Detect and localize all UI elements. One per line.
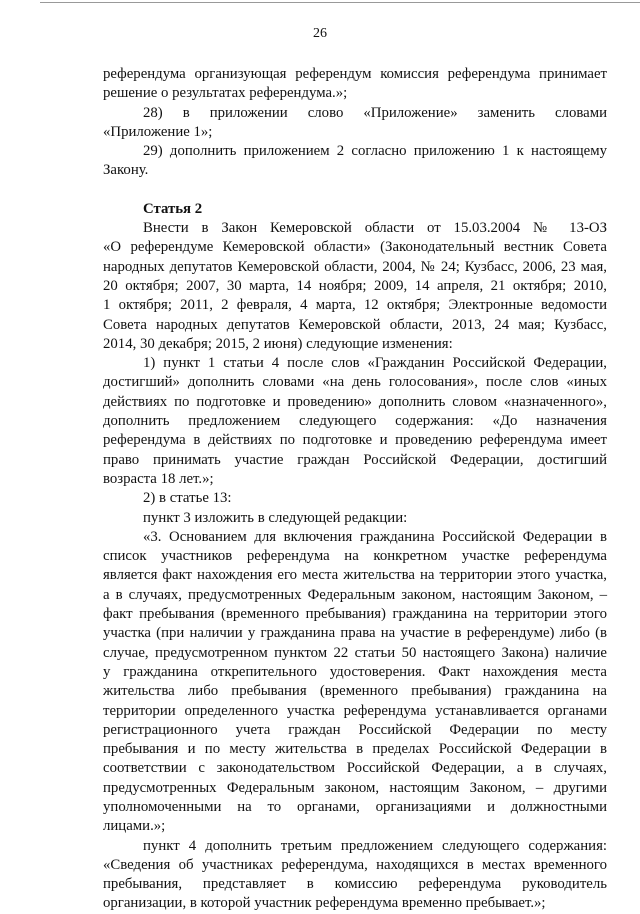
text-line: Внести в Закон Кемеровской области от 15.03.2004 № 13-ОЗ — [143, 220, 607, 237]
paragraph-item-29 — [103, 142, 607, 181]
paragraph-gap — [103, 181, 607, 200]
text-line: пункт 4 дополнить третьим предложением следующего содержания: — [143, 837, 607, 854]
text-line: список участников референдума на конкретном участке референдума — [103, 548, 607, 565]
text-line: Совета народных депутатов Кемеровской области, 2013, 24 мая; Кузбасс, — [103, 316, 607, 333]
paragraph-quote-3 — [103, 528, 607, 837]
text-line: 28) в приложении слово «Приложение» заменить словами — [143, 104, 607, 121]
text-line: территории определенного участка референдума устанавливается органами — [103, 702, 607, 719]
text-line: решение о результатах референдума.»; — [103, 85, 348, 102]
text-line: возраста 18 лет.»; — [103, 470, 214, 487]
text-line: жительства либо пребывания (временного пребывания) гражданина на — [103, 683, 607, 700]
text-line: 29) дополнить приложением 2 согласно приложению 1 к настоящему — [143, 143, 607, 160]
text-line: пункт 3 изложить в следующей редакции: — [143, 509, 408, 526]
page-number: 26 — [313, 26, 327, 41]
text-line: референдума организующая референдум комиссия референдума принимает — [103, 66, 607, 82]
text-line: у гражданина открепительного удостоверения. Факт нахождения места — [103, 663, 607, 680]
text-line: соответствии с законодательством Российской Федерации, а в случаях, — [103, 760, 607, 777]
text-line: действиях по подготовке и проведению» дополнить словом «назначенного», — [103, 393, 607, 410]
text-line: 2014, 30 декабря; 2015, 2 июня) следующие изменения: — [103, 335, 453, 352]
text-line: организации, в которой участник референдума временно пребывает.»; — [103, 895, 546, 912]
text-line: 1) пункт 1 статьи 4 после слов «Гражданин Российской Федерации, — [143, 355, 607, 372]
text-line: 2) в статье 13: — [143, 490, 232, 507]
paragraph-item-28 — [103, 104, 607, 143]
text-line: народных депутатов Кемеровской области, 2004, № 24; Кузбасс, 2006, 23 мая, — [103, 258, 607, 275]
text-line: факт пребывания (временного пребывания) гражданина на территории этого — [103, 606, 607, 623]
text-line: 1 октября; 2011, 2 февраля, 4 марта, 12 октября; Электронные ведомости — [103, 297, 607, 314]
text-line: лицами.»; — [103, 818, 166, 835]
article-heading: Статья 2 — [143, 200, 203, 217]
text-line: достигший» дополнить словами «на день голосования», после слов «иных — [103, 374, 607, 391]
paragraph-continuation — [103, 65, 607, 104]
text-line: Закону. — [103, 162, 149, 179]
text-line: «Приложение 1»; — [103, 123, 213, 140]
text-line: референдума в действиях по подготовке и проведению референдума имеет — [103, 432, 607, 449]
text-line: «О референдуме Кемеровской области» (Законодательный вестник Совета — [103, 239, 607, 256]
text-line: дополнить предложением следующего содержания: «До назначения — [103, 413, 607, 430]
text-line: предусмотренных Федеральным законом, настоящим Законом, – другими — [103, 779, 607, 796]
scan-top-edge — [40, 2, 640, 3]
paragraph-point-4 — [103, 837, 607, 914]
text-line: уполномоченными на то органами, организациями и должностными — [103, 798, 607, 815]
text-line: пребывания и по месту жительства в пределах Российской Федерации в — [103, 741, 607, 758]
document-body — [103, 65, 607, 914]
text-line: является факт нахождения его места жительства на территории этого участка, — [103, 567, 607, 584]
paragraph-point-3 — [103, 509, 607, 528]
paragraph-item-2 — [103, 489, 607, 508]
paragraph-item-1 — [103, 354, 607, 489]
text-line: а в случаях, предусмотренных Федеральным законом, настоящим Законом, – — [103, 586, 607, 603]
text-line: случае, предусмотренном пунктом 22 статьи 50 настоящего Закона) наличие — [103, 644, 607, 661]
text-line: 20 октября; 2007, 30 марта, 14 ноября; 2009, 14 апреля, 21 октября; 2010, — [103, 277, 607, 294]
text-line: регистрационного учета граждан Российской Федерации по месту — [103, 721, 607, 738]
text-line: пребывания, представляет в комиссию референдума руководитель — [103, 876, 607, 893]
text-line: право принимать участие граждан Российской Федерации, достигший — [103, 451, 607, 468]
text-line: «Сведения об участниках референдума, находящихся в местах временного — [103, 856, 607, 873]
text-line: «3. Основанием для включения гражданина Российской Федерации в — [143, 528, 607, 545]
paragraph-intro — [103, 219, 607, 354]
text-line: участка (при наличии у гражданина права на участие в референдуме) либо (в — [103, 625, 607, 642]
